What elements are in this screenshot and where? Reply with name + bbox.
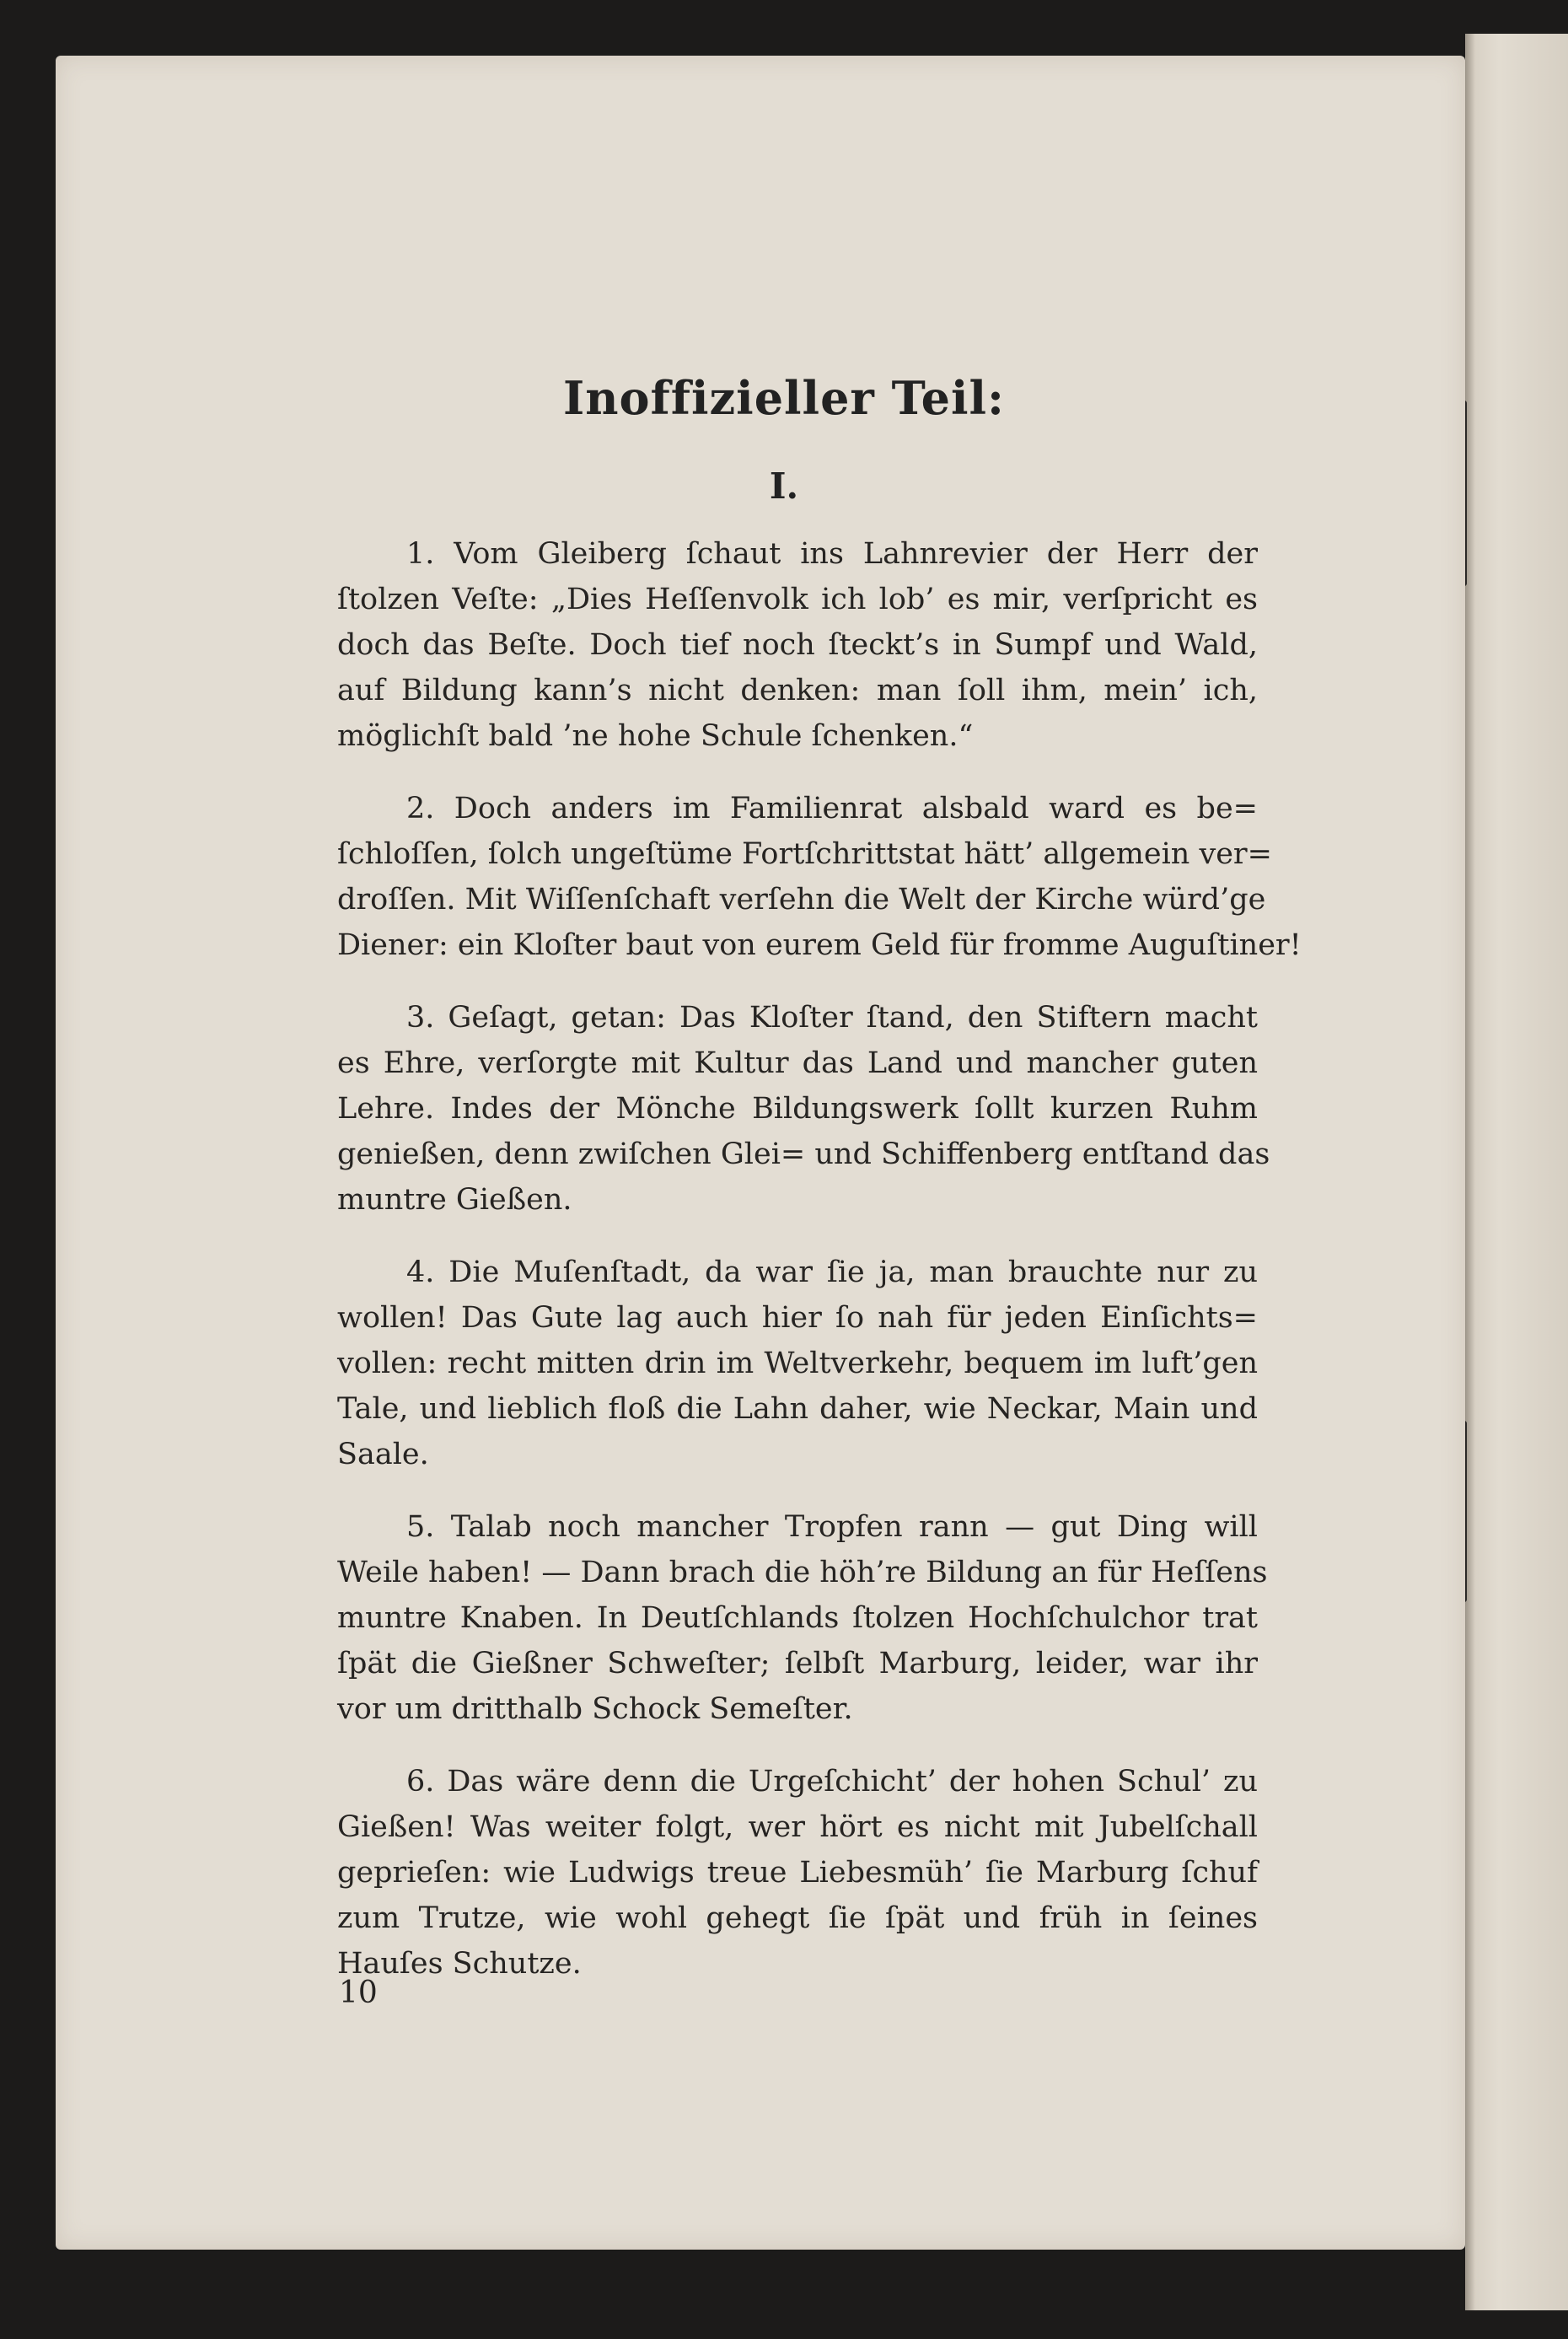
stanza xyxy=(337,995,1270,1223)
stanza-line: auf Bildung kann’s nicht denken: man ſoll ihm, mein’ ich, xyxy=(337,674,1258,707)
page-number: 10 xyxy=(339,1976,378,2010)
stanza-line: möglichſt bald ’ne hohe Schule ſchenken.“ xyxy=(337,719,974,753)
stanza-line: 5. Talab noch mancher Tropfen rann — gut Ding will xyxy=(406,1510,1258,1544)
section-number: I. xyxy=(769,465,799,507)
stanza-line: Weile haben! — Dann brach die höh’re Bildung an für Heſſens xyxy=(337,1556,1268,1589)
stanza xyxy=(337,786,1302,968)
stanza-line: Lehre. Indes der Mönche Bildungswerk ſollt kurzen Ruhm xyxy=(337,1092,1258,1126)
page-heading: Inoffizieller Teil: xyxy=(563,371,1005,425)
stanza-line: 6. Das wäre denn die Urgeſchicht’ der hohen Schul’ zu xyxy=(406,1765,1258,1799)
stanza xyxy=(337,1250,1258,1477)
stanza-line: droſſen. Mit Wiſſenſchaft verſehn die Welt der Kirche würd’ge xyxy=(337,883,1266,917)
stanza-line: Tale, und lieblich floß die Lahn daher, wie Neckar, Main und xyxy=(337,1392,1258,1426)
stanza-line: Hauſes Schutze. xyxy=(337,1947,582,1981)
stanza xyxy=(337,1504,1268,1732)
stanza-line: genießen, denn zwiſchen Glei= und Schiffenberg entſtand das xyxy=(337,1137,1270,1171)
stanza-line: ſpät die Gießner Schweſter; ſelbſt Marburg, leider, war ihr xyxy=(337,1647,1258,1680)
stanza-line: muntre Knaben. In Deutſchlands ſtolzen Hochſchulchor trat xyxy=(337,1601,1258,1635)
stanza xyxy=(337,1759,1258,1987)
stanza xyxy=(337,531,1258,759)
stanza-line: ſtolzen Veſte: „Dies Heſſenvolk ich lob’ es mir, verſpricht es xyxy=(337,583,1258,616)
stanza-line: ſchloſſen, ſolch ungeſtüme Fortſchrittstat hätt’ allgemein ver= xyxy=(337,837,1272,871)
stanza-line: muntre Gießen. xyxy=(337,1183,572,1217)
stanza-line: 4. Die Muſenſtadt, da war ſie ja, man brauchte nur zu xyxy=(406,1256,1258,1289)
stanza-line: 3. Geſagt, getan: Das Kloſter ſtand, den Stiftern macht xyxy=(406,1001,1258,1035)
stanza-line: vor um dritthalb Schock Semeſter. xyxy=(337,1692,853,1726)
stanza-line: zum Trutze, wie wohl gehegt ſie ſpät und früh in ſeines xyxy=(337,1901,1258,1935)
stanza-line: 2. Doch anders im Familienrat alsbald ward es be= xyxy=(406,792,1258,825)
stanza-line: Saale. xyxy=(337,1438,429,1471)
stanza-line: 1. Vom Gleiberg ſchaut ins Lahnrevier der Herr der xyxy=(406,537,1258,571)
stanza-line: Diener: ein Kloſter baut von eurem Geld für fromme Auguſtiner! xyxy=(337,928,1302,962)
stanza-line: geprieſen: wie Ludwigs treue Liebesmüh’ ſie Marburg ſchuf xyxy=(337,1856,1258,1890)
poem-body xyxy=(337,531,1302,2014)
stanza-line: vollen: recht mitten drin im Weltverkehr, bequem im luft’gen xyxy=(337,1347,1258,1380)
stanza-line: wollen! Das Gute lag auch hier ſo nah für jeden Einſichts= xyxy=(337,1301,1258,1335)
stanza-line: es Ehre, verſorgte mit Kultur das Land und mancher guten xyxy=(337,1046,1258,1080)
stanza-line: Gießen! Was weiter folgt, wer hört es nicht mit Jubelſchall xyxy=(337,1810,1258,1844)
stanza-line: doch das Beſte. Doch tief noch ſteckt’s in Sumpf und Wald, xyxy=(337,628,1258,662)
